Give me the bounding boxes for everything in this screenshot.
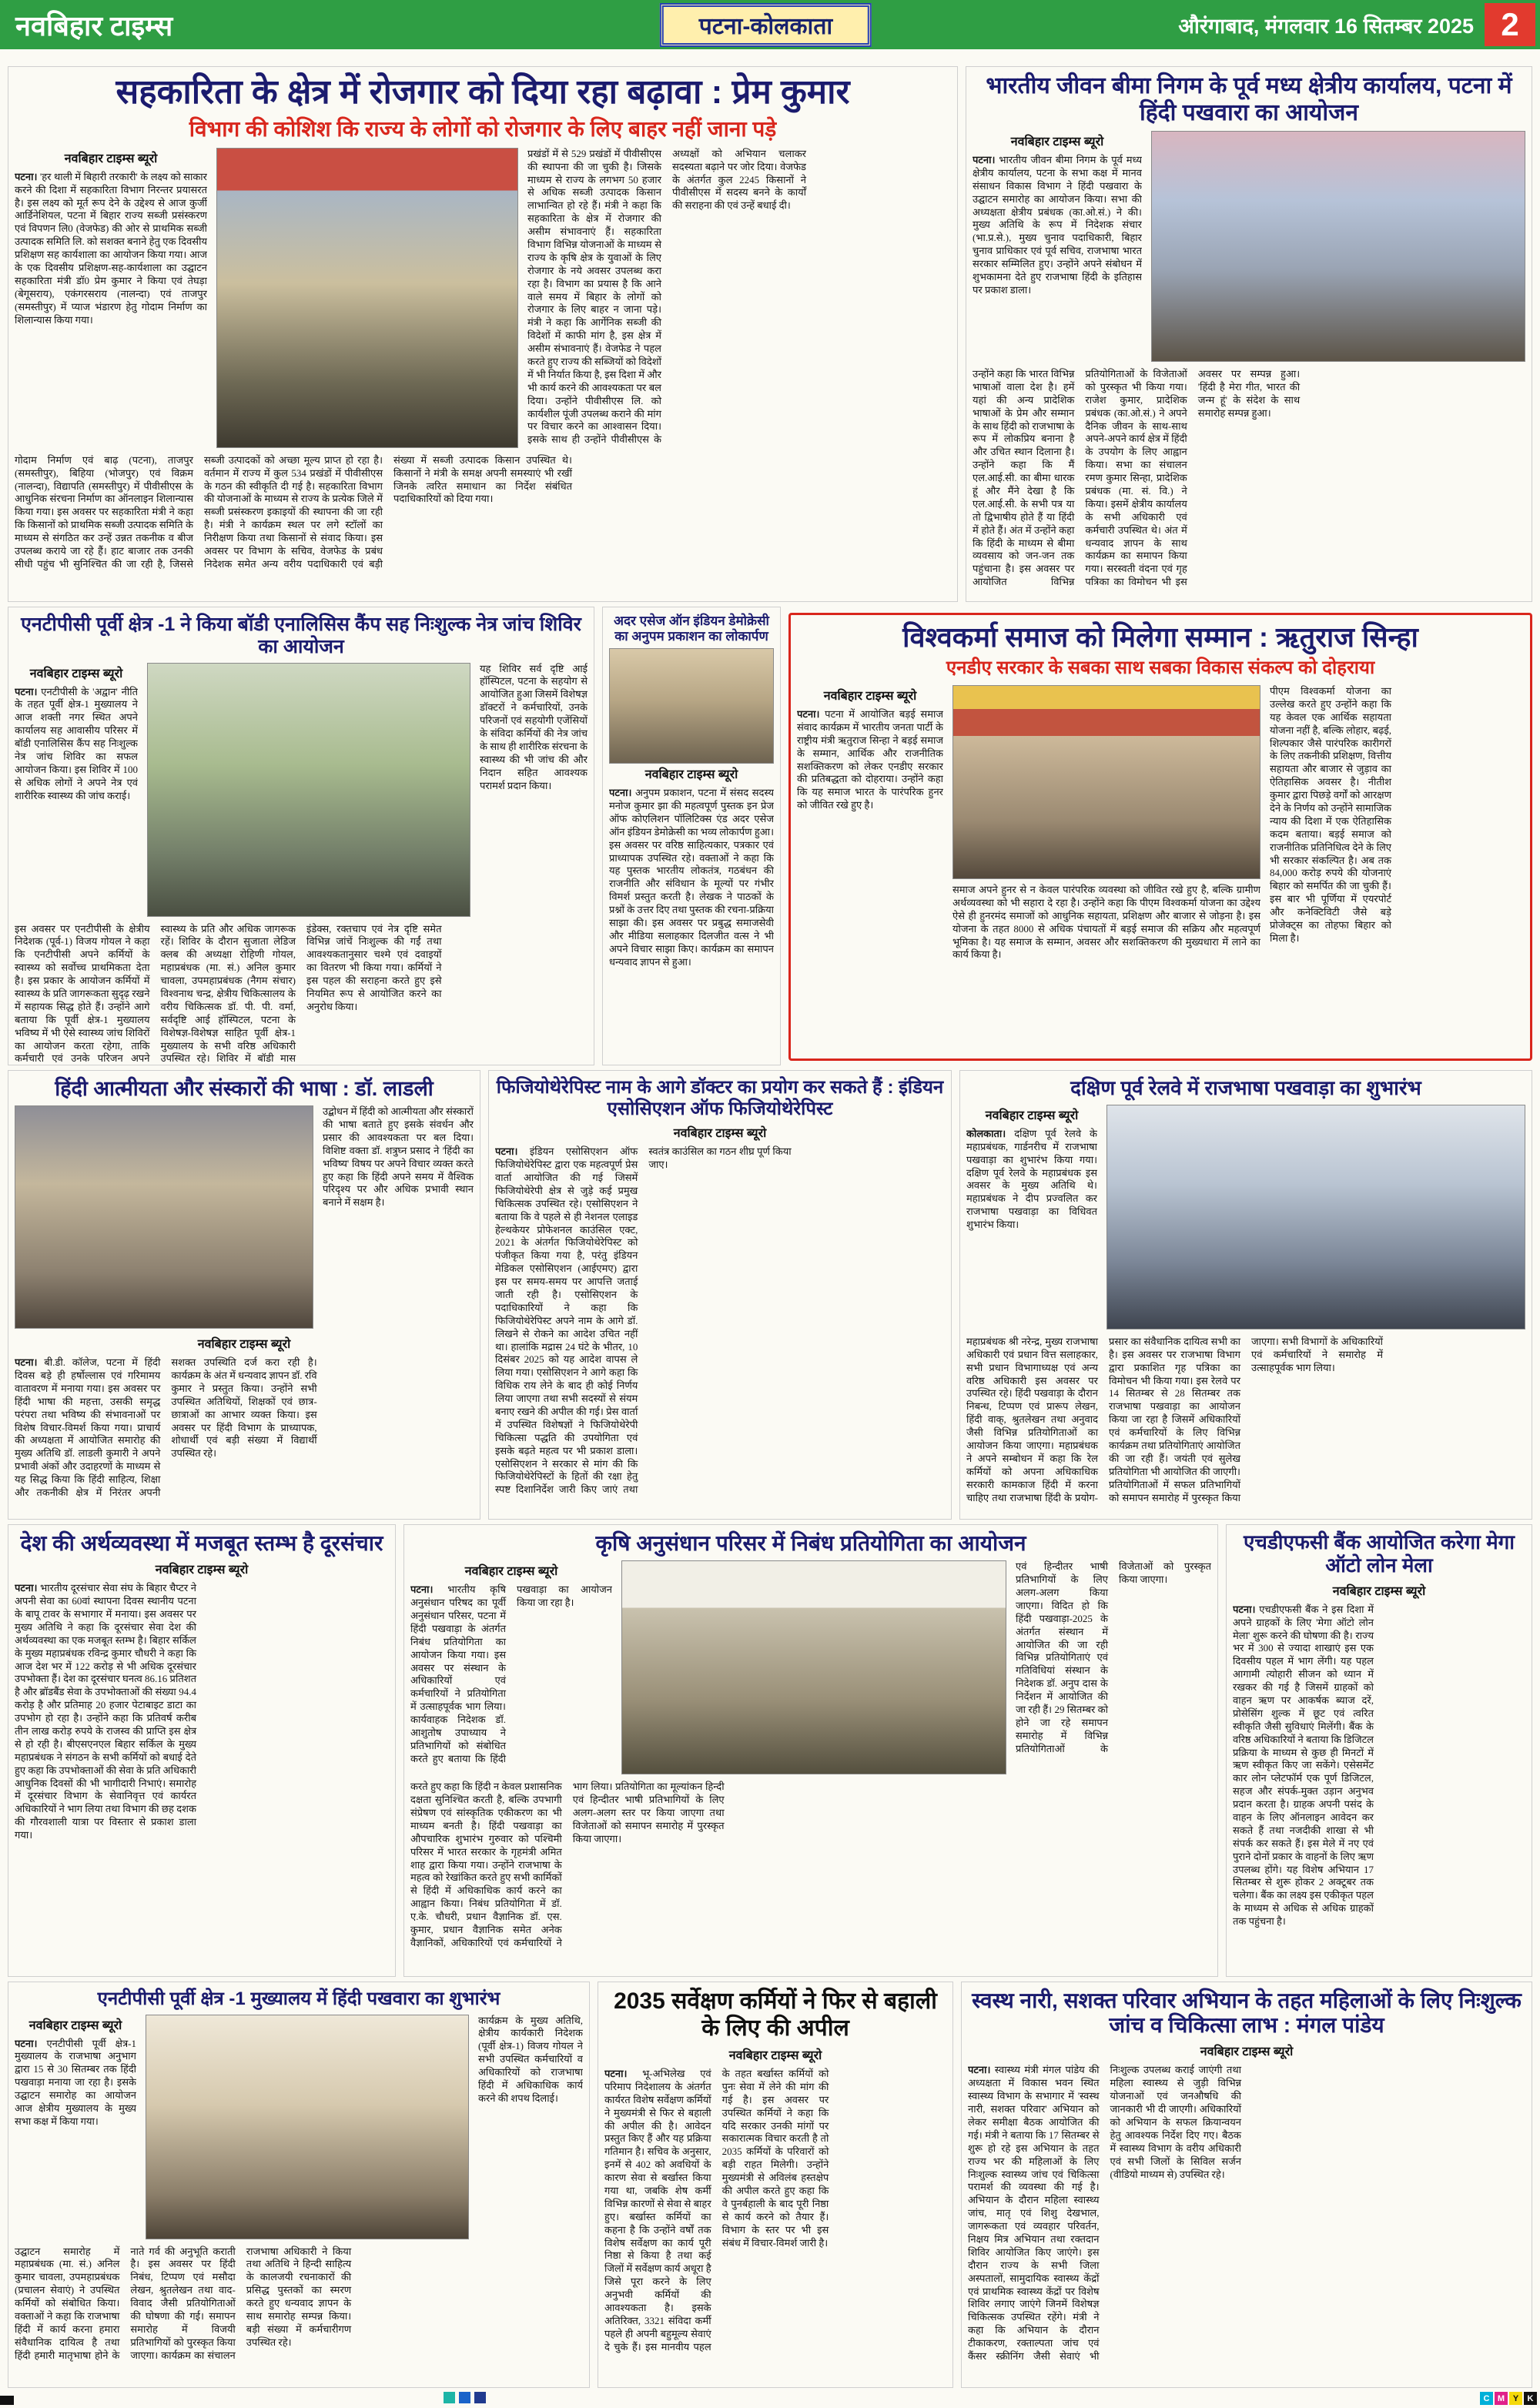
edition-box: पटना-कोलकाता [660, 3, 872, 47]
article-telecom-anniversary [8, 1524, 396, 1977]
body-columns-bottom: करते हुए कहा कि हिंदी न केवल प्रशासनिक दक्षता सुनिश्चित करती है, बल्कि उपभागी संप्रेषण एवं सांस्कृतिक एकीकरण का भी माध्यम बनती है। हिंदी पखवाड़ा का औपचारिक शुभारंभ गुरुवार को पश्चिमी परिसर में भारत सरकार के गृहमंत्री अमित शाह द्वारा किया गया। उन्होंने राजभाषा के महत्व को रेखांकित करते हुए सभी कार्मिकों से हिंदी में अधिकाधिक कार्य करने का आह्वान किया। निबंध प्रतियोगिता में डॉ. ए.के. चौधरी, प्रधान वैज्ञानिक डॉ. एस. कुमार, प्रधान वैज्ञानिक समेत अनेक वैज्ञानिकों, अधिकारियों एवं कर्मचारियों ने भाग लिया। प्रतियोगिता का मूल्यांकन हिन्दी एवं हिन्दीतर भाषी प्रतिभागियों के लिए अलग-अलग स्तर पर किया जाएगा तथा विजेताओं को समापन समारोह में पुरस्कृत किया जाएगा। [410, 1781, 725, 1948]
dateline: पटना। [15, 2037, 38, 2049]
body-text: उद्बोधन में हिंदी को आत्मीयता और संस्कारों की भाषा बताते हुए इसके संवर्धन और प्रसार की आवश्यकता पर बल दिया। विशिष्ट वक्ता डॉ. शत्रुघ्न प्रसाद ने 'हिंदी का भविष्य' विषय पर अपने विचार व्यक्त करते हुए कहा कि हिंदी अपने समय में वैश्विक परिदृश्य पर और अधिक प्रभावी स्थान बनाने में सक्षम है। [323, 1105, 474, 1209]
calibration-square-navy [474, 2392, 486, 2403]
body-columns-bottom: गोदाम निर्माण एवं बाढ़ (पटना), ताजपुर (समस्तीपुर), बिहिया (भोजपुर) एवं विक्रम (नालन्दा), विद्यापति (समस्तीपुर) में पीवीसीएस के आधुनिक संरचना निर्माण का ऑनलाइन शिलान्यास किया गया। इस अवसर पर सहकारिता मंत्री ने कहा कि किसानों को प्राथमिक सब्जी उत्पादक समिति के माध्यम से संगठित कर उन्हें उन्नत तकनीक व बीज उपलब्ध कराये जा रहे हैं। हाट बाजार तक उनकी सीधी पहुंच भी सुनिश्चित की जा रही है, जिससे सब्जी उत्पादकों को अच्छा मूल्य प्राप्त हो रहा है। वर्तमान में राज्य में कुल 534 प्रखंडों में पीवीसीएस के गठन की स्वीकृति दी गई है। सहकारिता विभाग की योजनाओं के माध्यम से राज्य के प्रत्येक जिले में सब्जी प्रसंस्करण इकाइयों की स्थापना की जा रही है। मंत्री ने कार्यक्रम स्थल पर लगे स्टॉलों का निरीक्षण किया तथा किसानों से संवाद किया। इस अवसर पर विभाग के सचिव, वेजफेड के प्रबंध निदेशक समेत अन्य वरीय पदाधिकारी एवं बड़ी संख्या में सब्जी उत्पादक किसान उपस्थित थे। किसानों ने मंत्री के समक्ष अपनी समस्याएं भी रखीं जिनके त्वरित समाधान का निर्देश संबंधित पदाधिकारियों को दिया गया। [15, 453, 572, 570]
headline: देश की अर्थव्यवस्था में मजबूत स्तम्भ है दूरसंचार [20, 1531, 383, 1555]
byline: नवबिहार टाइम्स ब्यूरो [1010, 135, 1104, 149]
photo-hindi-diwas-college [15, 1105, 313, 1329]
body-columns [604, 2068, 946, 2366]
headline: एनटीपीसी पूर्वी क्षेत्र -1 मुख्यालय में हिंदी पखवारा का शुभारंभ [97, 1988, 500, 2009]
body-columns [495, 1145, 945, 1498]
headline: हिंदी आत्मीयता और संस्कारों की भाषा : डॉ. लाडली [55, 1077, 434, 1100]
photo-book-launch [609, 648, 774, 764]
column-block [410, 1560, 612, 1774]
article-book-launch [602, 607, 781, 1065]
article-cooperative-employment [8, 66, 958, 602]
dateline: पटना। [609, 787, 632, 799]
article-hindi-ladli [8, 1070, 480, 1520]
byline: नवबिहार टाइम्स ब्यूरो [155, 1564, 249, 1577]
body-columns: एवं हिन्दीतर भाषी प्रतिभागियों के लिए अलग-अलग किया जाएगा। विदित हो कि हिंदी पखवाड़ा-2025 के अंतर्गत संस्थान में आयोजित की जा रही विभिन्न प्रतियोगिताएं एवं गतिविधियां संस्थान के निदेशक डॉ. अनुप दास के निर्देशन में आयोजित की जा रही हैं। 29 सितम्बर को होने जा रहे समापन समारोह में विभिन्न प्रतियोगिताओं के विजेताओं को पुरस्कृत किया जाएगा। [1016, 1560, 1211, 1754]
headline: एनटीपीसी पूर्वी क्षेत्र -1 ने किया बॉडी एनालिसिस कैंप सह निःशुल्क नेत्र जांच शिविर का आयोजन [21, 614, 581, 657]
headline: भारतीय जीवन बीमा निगम के पूर्व मध्य क्षेत्रीय कार्यालय, पटना में हिंदी पखवारा का आयोजन [986, 73, 1512, 125]
column-block [797, 685, 943, 1024]
body-paragraph: भारतीय दूरसंचार सेवा संघ के बिहार चैप्टर ने अपनी सेवा का 60वां स्थापना दिवस स्थानीय पटना के बापू टावर के सभागार में मनाया। इस अवसर पर मुख्य अतिथि ने कहा कि दूरसंचार सेवा देश की अर्थव्यवस्था का एक मजबूत स्तम्भ है। बिहार सर्किल के मुख्य महाप्रबंधक रविन्द्र कुमार चौधरी ने कहा कि आज देश भर में 122 करोड़ से भी अधिक दूरसंचार उपभोक्ता हैं। देश का दूरसंचार घनत्व 86.16 प्रतिशत है और ब्रॉडबैंड सेवा के उपभोक्ताओं की संख्या 94.4 करोड़ है और प्रतिमाह 20 हजार पेटाबाइट डाटा का उपभोग हो रहा है। उन्होंने कहा कि प्रतिवर्ष करीब तीन लाख करोड़ रुपये के राजस्व की प्राप्ति इस क्षेत्र से हो रही है। बीएसएनएल बिहार सर्किल के मुख्य महाप्रबंधक ने संगठन के सभी कर्मियों को बधाई देते हुए कहा कि उपभोक्ताओं की सेवा के प्रति अधिकारी आधुनिक दिवसों की भी भागीदारी निभाएं। समारोह में दूरसंचार विभाग के सेवानिवृत्त एवं कार्यरत अधिकारियों ने भाग लिया तथा विभाग की छह दशक की गौरवशाली यात्रा पर विस्तार से प्रकाश डाला गया। [15, 1582, 196, 1841]
body-columns-bottom: इस अवसर पर एनटीपीसी के क्षेत्रीय निदेशक (पूर्व-1) विजय गोयल ने कहा कि एनटीपीसी अपने कर्मियों के स्वास्थ्य को सर्वोच्च प्राथमिकता देता है। इस प्रकार के आयोजन कर्मियों में स्वास्थ्य के प्रति जागरूकता सुदृढ़ रखने में सहायक सिद्ध होते हैं। उन्होंने आगे बताया कि पूर्वी क्षेत्र-1 मुख्यालय भविष्य में भी ऐसे स्वास्थ्य जांच शिविरों का आयोजन करता रहेगा, ताकि कर्मचारी एवं उनके परिजन अपने स्वास्थ्य के प्रति और अधिक जागरूक रहें। शिविर के दौरान सुजाता लेडिज क्लब की अध्यक्षा रोहिणी गोयल, महाप्रबंधक (मा. सं.) अनिल कुमार चावला, उपमहाप्रबंधक (नैगम संचार) विश्वनाथ चन्द्र, क्षेत्रीय चिकित्सालय के वरीय चिकित्सक डॉ. पी. पी. वर्मा, सर्वदृष्टि आई हॉस्पिटल, पटना के विशेषज्ञ-विशेषज्ञ साहित पूर्वी क्षेत्र-1 मुख्यालय के सभी वरिष्ठ अधिकारी उपस्थित रहे। शिविर में बॉडी मास इंडेक्स, रक्तचाप एवं नेत्र दृष्टि समेत विभिन्न जांचें निःशुल्क की गईं तथा आवश्यकतानुसार चश्मे एवं दवाइयों का वितरण भी किया गया। कर्मियों ने इस पहल की सराहना करते हुए इसे नियमित रूप से आयोजित करने का अनुरोध किया। [15, 922, 442, 1065]
body-text [966, 1128, 1097, 1232]
column-block [966, 1105, 1097, 1329]
body-text [15, 686, 138, 803]
body-columns-bottom [15, 1356, 474, 1507]
article-survey-workers-appeal [598, 1982, 953, 2388]
byline: नवबिहार टाइम्स ब्यूरो [64, 152, 158, 166]
body-columns-bottom: उद्घाटन समारोह में महाप्रबंधक (मा. सं.) अनिल कुमार चावला, उपमहाप्रबंधक (प्रचालन सेवाएं) ने उपस्थित कर्मियों को संबोधित किया। वक्ताओं ने कहा कि राजभाषा हिंदी में कार्य करना हमारा संवैधानिक दायित्व है तथा हिंदी हमारी मातृभाषा होने के नाते गर्व की अनुभूति कराती है। इस अवसर पर हिंदी निबंध, टिप्पण एवं मसौदा लेखन, श्रुतलेखन तथा वाद-विवाद जैसी प्रतियोगिताओं की घोषणा की गई। समापन समारोह में विजयी प्रतिभागियों को पुरस्कृत किया जाएगा। कार्यक्रम का संचालन राजभाषा अधिकारी ने किया तथा अतिथि ने हिन्दी साहित्य के कालजयी रचनाकारों की प्रसिद्ध पुस्तकों का स्मरण करते हुए धन्यवाद ज्ञापन के साथ समारोह सम्पन्न किया। बड़ी संख्या में कर्मचारीगण उपस्थित रहे। [15, 2245, 352, 2361]
dateline: पटना। [604, 2068, 628, 2079]
headline: दक्षिण पूर्व रेलवे में राजभाषा पखवाड़ा का शुभारंभ [1070, 1076, 1421, 1099]
cmyk-yellow-mark: Y [1509, 2392, 1522, 2405]
body-text: यह शिविर सर्व दृष्टि आई हॉस्पिटल, पटना के सहयोग से आयोजित हुआ जिसमें विशेषज्ञ डॉक्टरों ने कर्मचारियों, उनके परिजनों एवं सहयोगी एजेंसियों के संविदा कर्मियों की नेत्र जांच के साथ ही शारीरिक संरचना के स्वास्थ्य की भी जांच की और निदान सहित आवश्यक परामर्श प्रदान किया। [480, 662, 588, 791]
byline: नवबिहार टाइम्स ब्यूरो [823, 689, 917, 703]
body-columns: पीएम विश्वकर्मा योजना का उल्लेख करते हुए उन्होंने कहा कि यह केवल एक आर्थिक सहायता योजना नहीं है, बल्कि लोहार, बढ़ई, शिल्पकार जैसे पारंपरिक कारीगरों के लिए तकनीकी प्रशिक्षण, वित्तीय सहायता और बाजार से जुड़ाव का ऐतिहासिक अवसर है। नीतीश कुमार द्वारा पिछड़े वर्गों को आरक्षण देने के निर्णय को उन्होंने सामाजिक न्याय की दिशा में एक ऐतिहासिक कदम बताया। बड़ई समाज को राजनीतिक प्रतिनिधित्व देने के लिए भी सरकार संकल्पित है। अब तक 84,000 करोड़ रुपये की योजनाएं बिहार को समर्पित की जा चुकी हैं। इस बार भी पूर्णिया में एयरपोर्ट और कनेक्टिविटी जैसे बड़े प्रोजेक्ट्स का तोहफा बिहार को मिला है। [1270, 684, 1391, 944]
dateline: पटना। [495, 1145, 518, 1158]
page-number-badge: 2 [1485, 3, 1535, 46]
body-text [15, 171, 207, 327]
body-columns [15, 1582, 389, 1936]
body-text [973, 154, 1142, 297]
body-paragraph: एचडीएफसी बैंक ने इस दिशा में अपने ग्राहकों के लिए 'मेगा ऑटो लोन मेला' शुरू करने की घोषणा की है। राज्य भर में 300 से ज्यादा शाखाएं इस एक दिवसीय पहल में भाग लेंगी। यह पहल आगामी त्योहारी सीजन को ध्यान में रखकर की गई है जिसमें ग्राहकों को वाहन ऋण पर आकर्षक ब्याज दरें, प्रोसेसिंग शुल्क में छूट एवं त्वरित स्वीकृति जैसी सुविधाएं मिलेंगी। बैंक के वरिष्ठ अधिकारियों ने बताया कि डिजिटल प्रक्रिया के माध्यम से कुछ ही मिनटों में ऋण स्वीकृत किए जा सकेंगे। एसेसमेंट कार लोन प्लेटफॉर्म एक पूर्ण डिजिटल, सहज और संपर्क-मुक्त उड़ान अनुभव प्रदान करता है। ग्राहक अपनी पसंद के वाहन के लिए ऑनलाइन आवेदन कर सकते हैं तथा नजदीकी शाखा से भी संपर्क कर सकते हैं। इस मेले में नए एवं पुराने दोनों प्रकार के वाहनों के लिए ऋण उपलब्ध होंगे। यह विशेष अभियान 17 सितम्बर से शुरू होकर 2 अक्टूबर तक चलेगा। बैंक का लक्ष्य इस एकीकृत पहल के माध्यम से अधिक से अधिक ग्राहकों तक पहुंचना है। [1233, 1603, 1374, 1928]
column-block [15, 148, 207, 448]
calibration-square-blue [459, 2392, 470, 2403]
byline: नवबिहार टाइम्स ब्यूरो [464, 1565, 558, 1579]
body-columns: प्रखंडों में से 529 प्रखंडों में पीवीसीएस की स्थापना की जा चुकी है। जिसके माध्यम से राज्य के लगभग 50 हजार से अधिक सब्जी उत्पादक किसान लाभान्वित हो रहे हैं। मंत्री ने कहा कि सहकारिता के क्षेत्र में रोजगार की असीम संभावनाएं हैं। सहकारिता विभाग विभिन्न योजनाओं के माध्यम से राज्य के कृषि क्षेत्र के युवाओं के लिए रोजगार के नये अवसर उपलब्ध करा रहा है। विभाग का प्रयास है कि आने वाले समय में बिहार के लोगों को रोजगार के लिए बाहर न जाना पड़े। मंत्री ने कहा कि आर्गेनिक सब्जी की विदेशों में काफी मांग है, इस क्षेत्र में असीम संभावनाएं हैं। वेजफेड ने पहल करते हुए राज्य की सब्जियों को विदेशों में भी निर्यात किया है, इस दिशा में और भी कार्य करने की आवश्यकता पर बल दिया। उन्होंने पीवीसीएस लि. को कार्यशील पूंजी उपलब्ध कराने की मांग पर विचार करने का आश्वासन दिया। इसके साथ ही उन्होंने पीवीसीएस के अध्यक्षों को अभियान चलाकर सदस्यता बढ़ाने पर जोर दिया। वेजफेड के अंतर्गत कुल 2245 किसानों ने पीवीसीएस में सदस्य बनने के कार्यों की सराहना की एवं उन्हें बधाई दी। [527, 147, 806, 446]
body-text [797, 708, 943, 812]
photo-krishi-seminar [621, 1560, 1006, 1774]
headline: विश्वकर्मा समाज को मिलेगा सम्मान : ऋतुराज सिन्हा [902, 621, 1418, 653]
column-block [973, 131, 1142, 362]
calibration-square-teal [444, 2392, 455, 2403]
article-physiotherapist [488, 1070, 952, 1520]
dateline: पटना। [15, 1356, 38, 1369]
byline: नवबिहार टाइम्स ब्यूरो [1332, 1584, 1426, 1598]
article-ntpc-hq-pakhwara [8, 1982, 590, 2388]
article-hdfc-auto-loan-mela [1226, 1524, 1532, 1977]
dateline: पटना। [15, 1582, 38, 1594]
body-paragraph: भारतीय जीवन बीमा निगम के पूर्व मध्य क्षेत्रीय कार्यालय, पटना के सभा कक्ष में मानव संसाधन विकास विभाग ने हिंदी पखवारा के उद्घाटन समारोह का आयोजन किया। सभा की अध्यक्षता क्षेत्रीय प्रबंधक (का.ओ.सं.) ने की। मुख्य अतिथि के रूप में निदेशक संचार (भा.प्र.से.), मुख्य चुनाव पदाधिकारी, बिहार चुनाव प्राधिकार एवं पूर्व सचिव, राजभाषा भारत सरकार सम्मिलित हुए। उन्होंने अपने संबोधन में शुभकामना देते हुए राजभाषा हिंदी के इतिहास पर प्रकाश डाला। [973, 154, 1142, 296]
dateline: पटना। [973, 154, 996, 166]
body-paragraph: इंडियन एसोसिएशन ऑफ फिजियोथेरेपिस्ट द्वारा एक महत्वपूर्ण प्रेस वार्ता आयोजित की गई जिसमें फिजियोथेरेपी क्षेत्र से जुड़े कई प्रमुख चिकित्सक उपस्थित रहे। एसोसिएशन ने बताया कि वे पहले से ही नेशनल एलाइड हेल्थकेयर प्रोफेशनल काउंसिल एक्ट, 2021 के अंतर्गत फिजियोथेरेपिस्ट को पंजीकृत किया गया है, परंतु इंडियन मेडिकल एसोसिएशन (आईएमए) द्वारा इस पर समय-समय पर आपत्ति जताई जाती रही है। एसोसिएशन के पदाधिकारियों ने कहा कि फिजियोथेरेपिस्ट अपने नाम के आगे डॉ. लिखने से रोकने का आदेश उचित नहीं था। हालांकि मद्रास 24 घंटे के भीतर, 10 दिसंबर 2025 को यह आदेश वापस ले लिया गया। एसोसिएशन ने आगे कहा कि विधिक राय लेने के बाद ही कोई निर्णय लिया जाएगा तथा सभी सदस्यों से संयम बनाए रखने की अपील की गई। प्रेस वार्ता में उपस्थित विशेषज्ञों ने फिजियोथेरेपी चिकित्सा पद्धति की उपयोगिता एवं इसके बढ़ते महत्व पर भी प्रकाश डाला। एसोसिएशन ने सरकार से मांग की कि फिजियोथेरेपिस्टों के हितों की रक्षा हेतु स्पष्ट दिशानिर्देश जारी किए जाएं तथा स्वतंत्र काउंसिल का गठन शीघ्र पूर्ण किया जाए। [495, 1145, 792, 1496]
photo-railway-meeting [1106, 1105, 1525, 1329]
article-krishi-essay-contest [403, 1524, 1218, 1977]
byline: नवबिहार टाइम्स ब्यूरो [197, 1338, 291, 1352]
headline: सहकारिता के क्षेत्र में रोजगार को दिया रहा बढ़ावा : प्रेम कुमार [116, 73, 850, 111]
byline: नवबिहार टाइम्स ब्यूरो [985, 1109, 1079, 1122]
body-columns [1233, 1604, 1525, 1951]
byline: नवबिहार टाइम्स ब्यूरो [728, 2049, 822, 2062]
body-paragraph: अनुपम प्रकाशन, पटना में संसद सदस्य मनोज कुमार झा की महत्वपूर्ण पुस्तक इन प्रेज ऑफ कोएलिशन पॉलिटिक्स एंड अदर एसेज ऑन इंडियन डेमोक्रेसी का भव्य लोकार्पण हुआ। इस अवसर पर वरिष्ठ साहित्यकार, पत्रकार एवं प्राध्यापक उपस्थित रहे। वक्ताओं ने कहा कि यह पुस्तक भारतीय लोकतंत्र, गठबंधन की राजनीति और संविधान के मूल्यों पर गंभीर विमर्श प्रस्तुत करती है। लेखक ने पाठकों के प्रश्नों के उत्तर दिए तथा पुस्तक की रचना-प्रक्रिया साझा की। इस अवसर पर प्रबुद्ध समाजसेवी और मीडिया सलाहकार दिलजीत वत्स ने भी अपने विचार साझा किए। कार्यक्रम का समापन धन्यवाद ज्ञापन से हुआ। [609, 787, 774, 968]
column-block [15, 2015, 136, 2239]
cmyk-black-mark: K [1524, 2392, 1537, 2405]
body-text: समाज अपने हुनर से न केवल पारंपरिक व्यवस्था को जीवित रखे हुए है, बल्कि ग्रामीण अर्थव्यवस्था को भी सहारा दे रहा है। उन्होंने कहा कि पीएम विश्वकर्मा योजना का उद्देश्य ऐसे ही हुनरमंद समाजों को आधुनिक सहायता, प्रशिक्षण और बाजार से जोड़ना है। इस योजना के तहत 8000 से अधिक पंचायतों में बड़ई समाज की सक्रिय और महत्वपूर्ण भूमिका है। यह समाज के सम्मान, अवसर और सशक्तिकरण की मुख्यधारा में लाने का कार्य किया है। [952, 883, 1260, 961]
body-text: कार्यक्रम के मुख्य अतिथि, क्षेत्रीय कार्यकारी निदेशक (पूर्वी क्षेत्र-1) विजय गोयल ने सभी उपस्थित कर्मचारियों व अधिकारियों को राजभाषा हिंदी में अधिकाधिक कार्य करने की शपथ दिलाई। [478, 2014, 583, 2104]
paper-name: नवबिहार टाइम्स [15, 9, 173, 42]
dateline: पटना। [15, 685, 38, 697]
body-paragraph: भू-अभिलेख एवं परिमाप निदेशालय के अंतर्गत कार्यरत विशेष सर्वेक्षण कर्मियों ने मुख्यमंत्री से फिर से बहाली की अपील की है। आवेदन प्रस्तुत किए हैं और यह प्रक्रिया गतिमान है। सचिव के अनुसार, इनमें से 402 को अवधियों के कारण सेवा से बर्खास्त किया गया था, जबकि शेष कर्मी विभिन्न कारणों से सेवा से बाहर हुए। बर्खास्त कर्मियों का कहना है कि उन्होंने वर्षों तक विशेष सर्वेक्षण का कार्य पूरी निष्ठा से किया है तथा कई जिलों में सर्वेक्षण कार्य अधूरा है जिसे पूरा करने के लिए अनुभवी कर्मियों की आवश्यकता है। इसके अतिरिक्त, 3321 संविदा कर्मी पहले ही अपनी बहुमूल्य सेवाएं दे चुके हैं। इस मानवीय पहल के तहत बर्खास्त कर्मियों को पुनः सेवा में लेने की मांग की गई है। इस अवसर पर उपस्थित कर्मियों ने कहा कि यदि सरकार उनकी मांगों पर सकारात्मक विचार करती है तो 2035 कर्मियों के परिवारों को बड़ी राहत मिलेगी। उन्होंने मुख्यमंत्री से अविलंब हस्तक्षेप की अपील करते हुए कहा कि वे पुनर्बहाली के बाद पूरी निष्ठा से कार्य करने को तैयार हैं। विभाग के स्तर पर भी इस संबंध में विचार-विमर्श जारी है। [604, 2068, 829, 2353]
body-text [609, 787, 774, 1048]
dateline: कोलकाता। [966, 1127, 1006, 1139]
body-paragraph: बी.डी. कॉलेज, पटना में हिंदी दिवस बड़े ही हर्षोल्लास एवं गरिमामय वातावरण में मनाया गया। इस अवसर पर हिंदी भाषा की महत्ता, उसकी समृद्ध परंपरा तथा भविष्य की संभावनाओं पर विशेष विचार-विमर्श किया गया। प्राचार्य की अध्यक्षता में आयोजित समारोह की मुख्य अतिथि डॉ. लाडली कुमारी ने अपने प्रभावी अंकों और उदाहरणों के माध्यम से यह सिद्ध किया कि हिंदी साहित्य, शिक्षा और तकनीकी क्षेत्र में निरंतर अपनी सशक्त उपस्थिति दर्ज करा रही है। कार्यक्रम के अंत में धन्यवाद ज्ञापन डॉ. रवि कुमार ने प्रस्तुत किया। उन्होंने सभी उपस्थित अतिथियों, शिक्षकों एवं छात्र-छात्राओं का आभार व्यक्त किया। इस अवसर पर हिंदी विभाग के प्राध्यापक, शोधार्थी एवं बड़ी संख्या में विद्यार्थी उपस्थित रहे। [15, 1356, 317, 1498]
body-paragraph: स्वास्थ्य मंत्री मंगल पांडेय की अध्यक्षता में विकास भवन स्थित स्वास्थ्य विभाग के सभागार में 'स्वस्थ नारी, सशक्त परिवार' अभियान को लेकर समीक्षा बैठक आयोजित की गई। मंत्री ने बताया कि 17 सितम्बर से शुरू हो रहे इस अभियान के तहत राज्य भर की महिलाओं के लिए निःशुल्क स्वास्थ्य जांच एवं चिकित्सा परामर्श की व्यवस्था की गई है। अभियान के दौरान महिला स्वास्थ्य जांच, मातृ एवं शिशु देखभाल, जागरूकता एवं व्यवहार परिवर्तन, निक्षय मित्र अभियान तथा रक्तदान शिविर आयोजित किए जाएंगे। इस दौरान राज्य के सभी जिला अस्पतालों, सामुदायिक स्वास्थ्य केंद्रों एवं प्राथमिक स्वास्थ्य केंद्रों पर विशेष शिविर लगाए जाएंगे जिनमें विशेषज्ञ चिकित्सक उपस्थित रहेंगे। मंत्री ने कहा कि अभियान के दौरान टीकाकरण, रक्ताल्पता जांच एवं कैंसर स्क्रीनिंग जैसी सेवाएं भी निःशुल्क उपलब्ध कराई जाएंगी तथा महिला स्वास्थ्य से जुड़ी विभिन्न योजनाओं एवं जनऔषधि की जानकारी भी दी जाएगी। अधिकारियों को अभियान के सफल क्रियान्वयन हेतु आवश्यक निर्देश दिए गए। बैठक में स्वास्थ्य विभाग के वरीय अधिकारी एवं सभी जिलों के सिविल सर्जन (वीडियो माध्यम से) उपस्थित रहे। [968, 2064, 1241, 2362]
subheadline: विभाग की कोशिश कि राज्य के लोगों को रोजगार के लिए बाहर नहीं जाना पड़े [189, 116, 777, 141]
dateline: पटना। [410, 1584, 434, 1596]
body-paragraph: एनटीपीसी पूर्वी क्षेत्र-1 मुख्यालय के राजभाषा अनुभाग द्वारा 15 से 30 सितम्बर तक हिंदी पखवाड़ा मनाया जा रहा है। इसके उद्घाटन समारोह का आयोजन आज क्षेत्रीय मुख्यालय के मुख्य सभा कक्ष में किया गया। [15, 2037, 136, 2127]
byline: नवबिहार टाइम्स ब्यूरो [29, 667, 123, 681]
photo-vishwakarma-event [952, 685, 1260, 879]
byline: नवबिहार टाइम्स ब्यूरो [28, 2018, 122, 2032]
body-columns [968, 2064, 1525, 2367]
masthead [0, 0, 1540, 49]
body-paragraph: दक्षिण पूर्व रेलवे के महाप्रबंधक, गार्डनरीच में राजभाषा पखवाड़ा का शुभारंभ किया गया। दक्षिण पूर्व रेलवे के महाप्रबंधक इस अवसर के मुख्य अतिथि थे। महाप्रबंधक ने दीप प्रज्वलित कर राजभाषा पखवाड़ा का विधिवत शुभारंभ किया। [966, 1127, 1097, 1231]
byline: नवबिहार टाइम्स ब्यूरो [644, 768, 738, 782]
photo-and-caption-block [952, 685, 1260, 1024]
photo-ntpc-hq-inauguration [146, 2015, 469, 2239]
date-line: औरंगाबाद, मंगलवार 16 सितम्बर 2025 [1178, 14, 1474, 38]
headline: एचडीएफसी बैंक आयोजित करेगा मेगा ऑटो लोन मेला [1243, 1530, 1515, 1577]
column-block [15, 663, 138, 917]
byline: नवबिहार टाइम्स ब्यूरो [673, 1127, 767, 1141]
dateline: पटना। [15, 170, 38, 182]
body-columns-bottom: महाप्रबंधक श्री नरेन्द्र, मुख्य राजभाषा अधिकारी एवं प्रधान वित्त सलाहकार, सभी प्रधान विभागाध्यक्ष एवं अन्य वरिष्ठ अधिकारी इस अवसर पर उपस्थित रहे। हिंदी पखवाड़ा के दौरान निबन्ध, टिप्पण एवं प्रारूप लेखन, हिंदी वाक्, श्रुतलेखन तथा अनुवाद जैसी विभिन्न प्रतियोगिताओं का आयोजन किया जाएगा। महाप्रबंधक ने अपने सम्बोधन में कहा कि रेल कर्मियों को अपना अधिकाधिक सरकारी कामकाज हिंदी में करना चाहिए तथा राजभाषा हिंदी के प्रयोग-प्रसार का संवैधानिक दायित्व सभी का है। इस अवसर पर राजभाषा विभाग द्वारा प्रकाशित गृह पत्रिका का विमोचन भी किया गया। इस रेलवे पर 14 सितम्बर से 28 सितम्बर तक राजभाषा पखवाड़ा का आयोजन किया जा रहा है जिसमें अधिकारियों एवं कर्मचारियों के लिए विभिन्न कार्यक्रम तथा प्रतियोगिताएं आयोजित की जा रही हैं। जयंती एवं सुलेख प्रतियोगिता भी आयोजित की जाएगी। प्रतियोगिताओं में सफल प्रतिभागियों को समापन समारोह में पुरस्कृत किया जाएगा। सभी विभागों के अधिकारियों एवं कर्मचारियों ने समारोह में उत्साहपूर्वक भाग लिया। [966, 1335, 1383, 1503]
dateline: पटना। [1233, 1603, 1256, 1615]
headline: फिजियोथेरेपिस्ट नाम के आगे डॉक्टर का प्रयोग कर सकते हैं : इंडियन एसोसिएशन ऑफ फिजियोथेरेपिस्ट [496, 1077, 944, 1119]
dateline: पटना। [968, 2064, 991, 2076]
body-paragraph: 'हर थाली में बिहारी तरकारी' के लक्ष्य को साकार करने की दिशा में सहकारिता विभाग निरन्तर प्रयासरत है। इस लक्ष्य को मूर्त रूप देने के उद्देश्य से आज कुर्जी आर्डिनेशियल, पटना में बिहार राज्य सब्जी प्रसंस्करण एवं विपणन लि0 (वेजफेड) की ओर से प्राथमिक सब्जी उत्पादक समिति लि. को सशक्त बनाने हेतु एक दिवसीय प्रशिक्षण सह कार्यशाला का आयोजन किया गया। आज के एक दिवसीय प्रशिक्षण-सह-कार्यशाला का उद्घाटन सहकारिता मंत्री डॉ0 प्रेम कुमार ने किया एवं तेघड़ा (बेगूसराय), एकंगरसराय (नालन्दा) एवं ताजपुर (समस्तीपुर) में प्याज भंडारण हेतु गोदाम निर्माण का शिलान्यास किया गया। [15, 170, 207, 326]
headline: 2035 सर्वेक्षण कर्मियों ने फिर से बहाली के लिए की अपील [614, 1988, 937, 2041]
subheadline: एनडीए सरकार के सबका साथ सबका विकास संकल्प को दोहराया [946, 657, 1375, 679]
color-calibration-squares [444, 2392, 486, 2403]
body-paragraph: एनटीपीसी के 'अद्वान' नीति के तहत पूर्वी क्षेत्र-1 मुख्यालय ने आज शक्ती नगर स्थित अपने कार्यालय सह आवासीय परिसर में बॉडी एनालिसिस कैंप सह निःशुल्क नेत्र जांच शिविर का सफल आयोजन किया। इस शिविर में 100 से अधिक लोगों ने अपने नेत्र एवं शारीरिक स्वास्थ्य की जांच कराई। [15, 685, 138, 801]
body-paragraph: भारतीय कृषि अनुसंधान परिषद का पूर्वी अनुसंधान परिसर, पटना में हिंदी पखवाड़ा के अंतर्गत निबंध प्रतियोगिता का आयोजन किया गया। इस अवसर पर संस्थान के अधिकारियों एवं कर्मचारियों ने प्रतियोगिता में उत्साहपूर्वक भाग लिया। कार्यवाहक निदेशक डॉ. आशुतोष उपाध्याय ने प्रतिभागियों को संबोधित करते हुए बताया कि हिंदी पखवाड़ा का आयोजन किया जा रहा है। [410, 1584, 612, 1764]
byline: नवबिहार टाइम्स ब्यूरो [1200, 2045, 1294, 2059]
article-lic-hindi-pakhwara [966, 66, 1532, 602]
cmyk-cyan-mark: C [1480, 2392, 1493, 2405]
article-ntpc-health-camp [8, 607, 594, 1065]
article-railway-rajbhasha [959, 1070, 1532, 1520]
masthead-right [1178, 3, 1540, 46]
body-text [15, 2038, 136, 2129]
photo-lic-function [1151, 131, 1525, 362]
dateline: पटना। [797, 707, 820, 720]
cmyk-print-marks [1480, 2392, 1537, 2405]
headline: अदर एसेज ऑन इंडियन डेमोक्रेसी का अनुपम प्रकाशन का लोकार्पण [614, 614, 769, 644]
print-registration-mark [0, 2396, 14, 2405]
cmyk-magenta-mark: M [1495, 2392, 1508, 2405]
photo-ntpc-eye-camp [147, 663, 470, 917]
body-paragraph: पटना में आयोजित बड़ई समाज संवाद कार्यक्रम में भारतीय जनता पार्टी के राष्ट्रीय मंत्री ऋतुराज सिन्हा ने बड़ई समाज के सम्मान, आर्थिक और राजनीतिक सशक्तिकरण को लेकर एनडीए सरकार की प्रतिबद्धता को दोहराया। उन्होंने कहा कि यह समाज भारत के पारंपरिक हुनर को जीवित रखे हुए है। [797, 707, 943, 811]
body-columns-bottom: उन्होंने कहा कि भारत विभिन्न भाषाओं वाला देश है। हमें यहां की अन्य प्रादेशिक भाषाओं के प्रेम और सम्मान के साथ हिंदी को राजभाषा के रूप में लोकप्रिय बनाना है और उचित स्थान दिलाना है। उन्होंने कहा कि मैं एल.आई.सी. का बीमा धारक हूं और मैंने देखा है कि एल.आई.सी. के सभी पत्र या तो द्विभाषीय होते हैं या हिंदी में होते हैं। अंत में उन्होंने कहा कि हिंदी के माध्यम से बीमा व्यवसाय को जन-जन तक पहुंचाना है। इस अवसर पर आयोजित विभिन्न प्रतियोगिताओं के विजेताओं को पुरस्कृत भी किया गया। राजेश कुमार, प्रादेशिक प्रबंधक (का.ओ.सं.) ने अपने दैनिक जीवन के साथ-साथ अपने-अपने कार्य क्षेत्र में हिंदी के उपयोग के लिए आह्वान किया। सभा का संचालन रमण कुमार सिन्हा, प्रादेशिक प्रबंधक (मा. सं. वि.) ने किया। इसमें क्षेत्रीय कार्यालय के सभी अधिकारी एवं कर्मचारी उपस्थित थे। अंत में धन्यवाद ज्ञापन के साथ कार्यक्रम का समापन किया गया। सरस्वती वंदना एवं गृह पत्रिका का विमोचन भी इस अवसर पर सम्पन्न हुआ। 'हिंदी है मेरा गीत, भारत की जन्म हूं' के संदेश के साथ समारोह सम्पन्न हुआ। [973, 368, 1301, 588]
article-vishwakarma-samman [788, 613, 1532, 1061]
body-columns [410, 1584, 612, 1773]
headline: कृषि अनुसंधान परिसर में निबंध प्रतियोगिता का आयोजन [595, 1531, 1026, 1555]
headline: स्वस्थ नारी, सशक्त परिवार अभियान के तहत महिलाओं के लिए निःशुल्क जांच व चिकित्सा लाभ : मंगल पांडेय [972, 1988, 1522, 2038]
article-swasth-nari-abhiyan [961, 1982, 1532, 2388]
photo-cooperative-event [216, 148, 518, 448]
